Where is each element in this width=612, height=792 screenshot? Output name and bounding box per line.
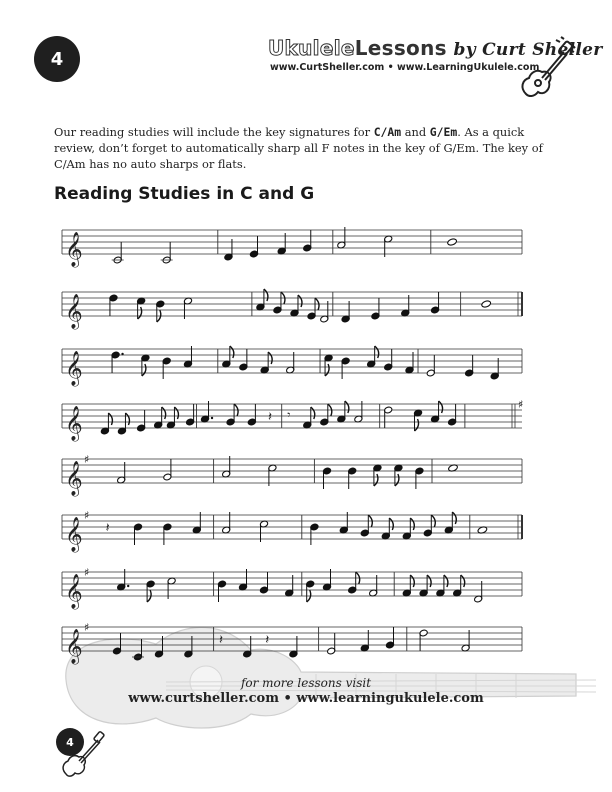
treble-clef: 𝄞 [65,351,83,386]
page-number: 4 [50,48,64,70]
note-flag [389,518,393,530]
note-flag [311,407,315,419]
note-head [447,238,458,246]
sharp-sign: ♯ [84,621,90,634]
note-flag [374,474,378,486]
note-dot [127,585,129,587]
note-flag [427,575,431,587]
note-flag [410,518,414,530]
note-flag [444,575,448,587]
treble-clef: 𝄞 [65,294,83,329]
section-title: Reading Studies in C and G [54,184,315,204]
sharp-sign: ♯ [518,398,524,411]
quarter-rest: 𝄽 [105,521,110,536]
note-flag [125,413,129,425]
note-flag [298,295,302,307]
key-signature-g-em: G/Em [429,125,458,139]
note-flag [439,401,443,413]
brand-urls: www.CurtSheller.com • www.LearningUkulele.com [270,62,540,73]
note-flag [461,575,465,587]
note-flag [162,407,166,419]
quarter-rest: 𝄽 [219,633,223,648]
footer-urls: www.curtsheller.com • www.learningukulele.com [128,691,484,706]
note-flag [108,413,112,425]
note-dot [121,353,123,355]
sharp-sign: ♯ [84,509,90,522]
intro-text-before: Our reading studies will include the key signatures for [54,125,374,139]
footer-page-number: 4 [66,735,74,749]
quarter-rest: 𝄽 [268,410,273,425]
intro-text-and: and [401,125,430,139]
note-flag [410,575,414,587]
quarter-rest: 𝄽 [265,633,270,648]
eighth-rest: 𝄾 [287,408,291,422]
note-flag [268,352,272,364]
sharp-sign: ♯ [84,453,90,466]
note-flag [142,364,146,376]
treble-clef: 𝄞 [65,629,83,664]
note-flag [230,346,234,358]
note-flag [138,307,142,319]
treble-clef: 𝄞 [65,574,83,609]
brand-part2: Lessons [354,36,447,60]
note-flag [264,289,268,301]
treble-clef: 𝄞 [65,406,83,441]
footer-subtitle: for more lessons visit [240,676,372,690]
treble-clef: 𝄞 [65,517,83,552]
key-signature-c-am: C/Am [373,125,402,139]
treble-clef: 𝄞 [65,461,83,496]
brand-author: by Curt Sheller [453,40,603,60]
note-head [481,300,492,308]
note-flag [174,407,178,419]
note-flag [375,346,379,358]
intro-text-after: . As a quick review, don’t forget to automatically sharp all F notes in the key of G/Em. The key of C/Am has no auto sharps or flats. [54,125,543,171]
note-dot [211,417,213,419]
sharp-sign: ♯ [84,566,90,579]
note-flag [345,401,349,413]
note-flag [452,512,456,524]
note-flag [395,474,399,486]
note-flag [325,364,329,376]
brand-part1: Ukulele [268,36,355,60]
note-flag [415,419,419,431]
treble-clef: 𝄞 [65,232,83,267]
